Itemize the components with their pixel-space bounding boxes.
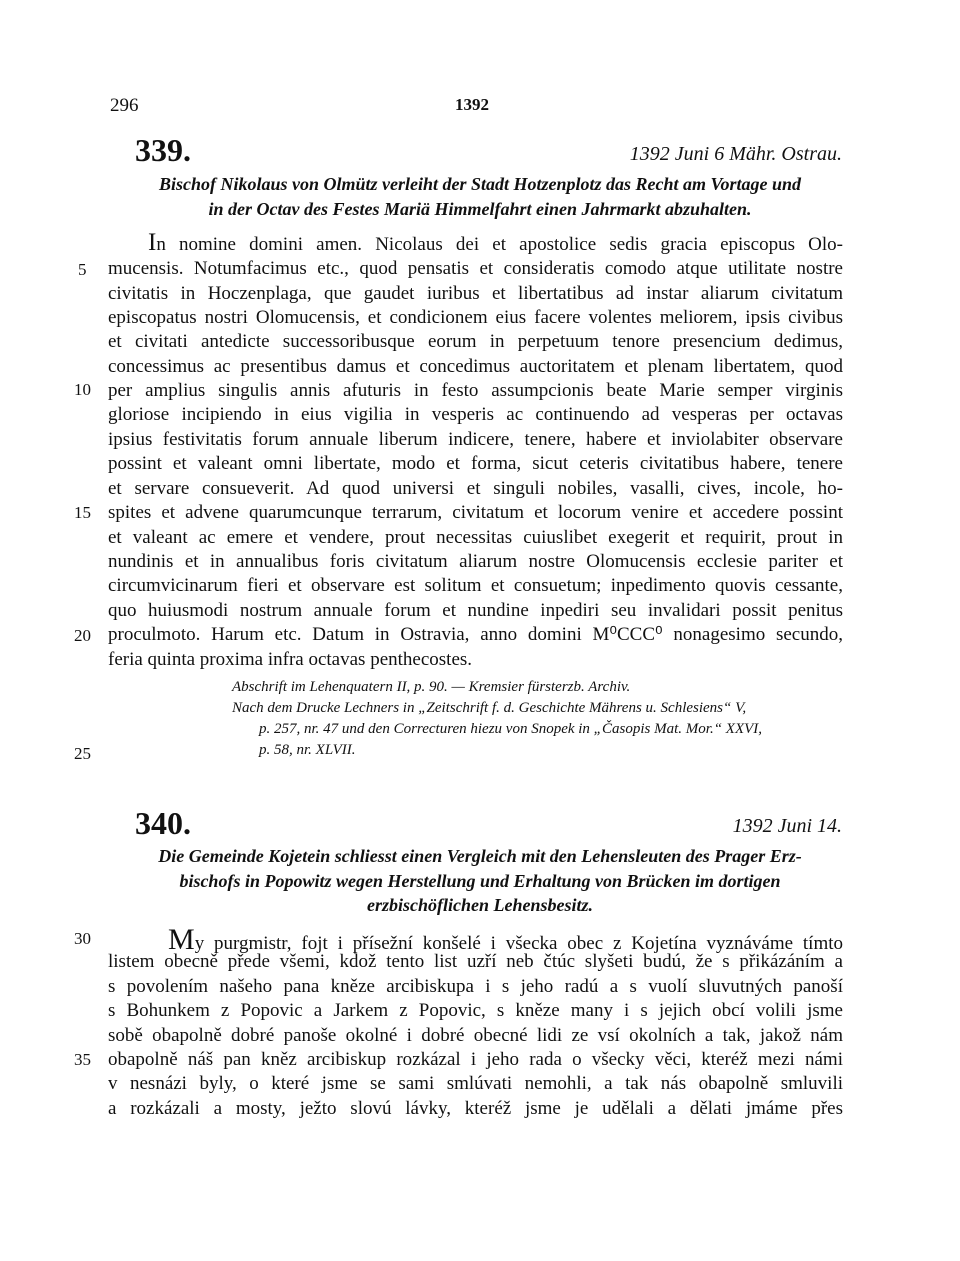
source-note: Abschrift im Lehenquatern II, p. 90. — Kremsier fürsterzb. Archiv. <box>232 679 631 695</box>
regest-line: erzbischöflichen Lehensbesitz. <box>366 895 593 915</box>
line-number: 35 <box>74 1050 91 1069</box>
text-line: s Bohunkem z Popovic a Jarkem z Popovic, s kněze many i s jejich obcí volili jsme <box>108 1000 843 1021</box>
regest-line: bischofs in Popowitz wegen Herstellung und Erhaltung von Brücken im dortigen <box>179 871 781 891</box>
document-date: 1392 Juni 6 Mähr. Ostrau. <box>629 143 842 165</box>
document-number: 340. <box>135 805 191 841</box>
text-line: per amplius singulis annis afuturis in festo assumpcionis beate Marie semper virginis <box>108 380 843 401</box>
line-number: 25 <box>74 744 91 763</box>
text-line: et valeant ac emere et vendere, prout necessitas cuiuslibet exegerit et requirit, prout in <box>108 527 843 548</box>
regest-line: Die Gemeinde Kojetein schliesst einen Vergleich mit den Lehensleuten des Prager Erz- <box>158 846 802 866</box>
text-line: v nesnázi byly, o které jsme se sami smlúvati nemohli, a tak nás obapolně smluvili <box>108 1073 843 1094</box>
text-line: spites et advene quarumcunque terrarum, civitatum et locorum venire et accedere possint <box>108 502 843 523</box>
text-first-line <box>148 231 843 257</box>
text-line: listem obecně přede všemi, kdož tento list uzří neb čtúc slyšeti budú, že s přikázáním a <box>108 951 843 972</box>
line-number: 30 <box>74 929 91 948</box>
text-line: et civitati antedicte successoribusque eorum in perpetuum tenore presencium dedimus, <box>108 331 843 352</box>
regest-line: Bischof Nikolaus von Olmütz verleiht der Stadt Hotzenplotz das Recht am Vortage und <box>158 174 802 194</box>
text-line: gloriose incipiendo in eius vigilia in vesperis ac continuendo ad vesperas per octavas <box>108 404 843 425</box>
text-line: obapolně náš pan kněz arcibiskup rozkázal i jeho rada o všecky věci, kteréž mezi námi <box>108 1049 843 1070</box>
text-line: ipsius festivitatis forum annuale liberum indicere, tenere, habere et inviolabiter observare <box>108 429 843 450</box>
text-line: et servare consueverit. Ad quod universi et singuli nobiles, vasalli, cives, incole, ho- <box>108 478 843 499</box>
text-line: episcopatus nostri Olomucensis, et condicionem eius facere volentes meliorem, ipsis civibus <box>108 307 843 328</box>
text-line: civitatis in Hoczenplaga, que gaudet iuribus et libertatibus ad instar aliarum civitatum <box>108 283 843 304</box>
text-line: circumvicinarum fieri et observare est solitum et consuetum; inpedimento quovis cessante, <box>108 575 843 596</box>
source-note: Nach dem Drucke Lechners in „Zeitschrift f. d. Geschichte Mährens u. Schlesiens“ V, <box>232 700 747 716</box>
line-number: 10 <box>74 380 91 399</box>
text-line: feria quinta proxima infra octavas penthecostes. <box>108 649 473 670</box>
source-note: p. 58, nr. XLVII. <box>259 742 356 758</box>
text-line: sobě obapolně dobré panoše okolné i dobré obecné lidi ze vsí okolních a tak, jakož nám <box>108 1025 843 1046</box>
text-line: quo huiusmodi nostrum annuale forum et nundine inpediri seu invalidari possit penitus <box>108 600 843 621</box>
text-line: proculmoto. Harum etc. Datum in Ostravia, anno domini M⁰CCC⁰ nonagesimo secundo, <box>108 624 843 645</box>
document-date: 1392 Juni 14. <box>732 815 842 837</box>
line-number: 5 <box>78 260 87 279</box>
source-note: p. 257, nr. 47 und den Correcturen hiezu von Snopek in „Časopis Mat. Mor.“ XXVI, <box>259 721 763 737</box>
first-line-text: n nomine domini amen. Nicolaus dei et apostolice sedis gracia episcopus Olo- <box>156 234 843 255</box>
text-line: possint et valeant omni libertate, modo et forma, sicut ceteris civitatibus habere, tenere <box>108 453 843 474</box>
regest-line: in der Octav des Festes Mariä Himmelfahrt einen Jahrmarkt abzuhalten. <box>208 199 752 219</box>
first-line-text: y purgmistr, fojt i přísežní konšelé i všecka obec z Kojetína vyznáváme tímto <box>194 933 843 954</box>
line-number: 15 <box>74 503 91 522</box>
text-line: a rozkázali a mosty, ježto slovú lávky, kteréž jsme je udělali a dělati jmáme přes <box>108 1098 843 1119</box>
text-line: nundinis et in annualibus foris civitatum aliarum nostre Olomucensis ecclesie pariter et <box>108 551 843 572</box>
initial-letter: M <box>168 923 195 956</box>
text-line: mucensis. Notumfacimus etc., quod pensatis et consideratis comodo atque utilitate nostre <box>108 258 843 279</box>
document-number: 339. <box>135 132 191 168</box>
initial-letter: I <box>148 229 157 256</box>
running-head-year: 1392 <box>455 95 489 114</box>
line-number: 20 <box>74 626 91 645</box>
page-number: 296 <box>110 95 139 116</box>
text-line: s povolením našeho pana kněze arcibiskupa i s jeho radú a s vuolí sluvutných panoší <box>108 976 843 997</box>
text-line: concessimus ac presentibus damus et concedimus auctoritatem et plenam libertatem, quod <box>108 356 843 377</box>
